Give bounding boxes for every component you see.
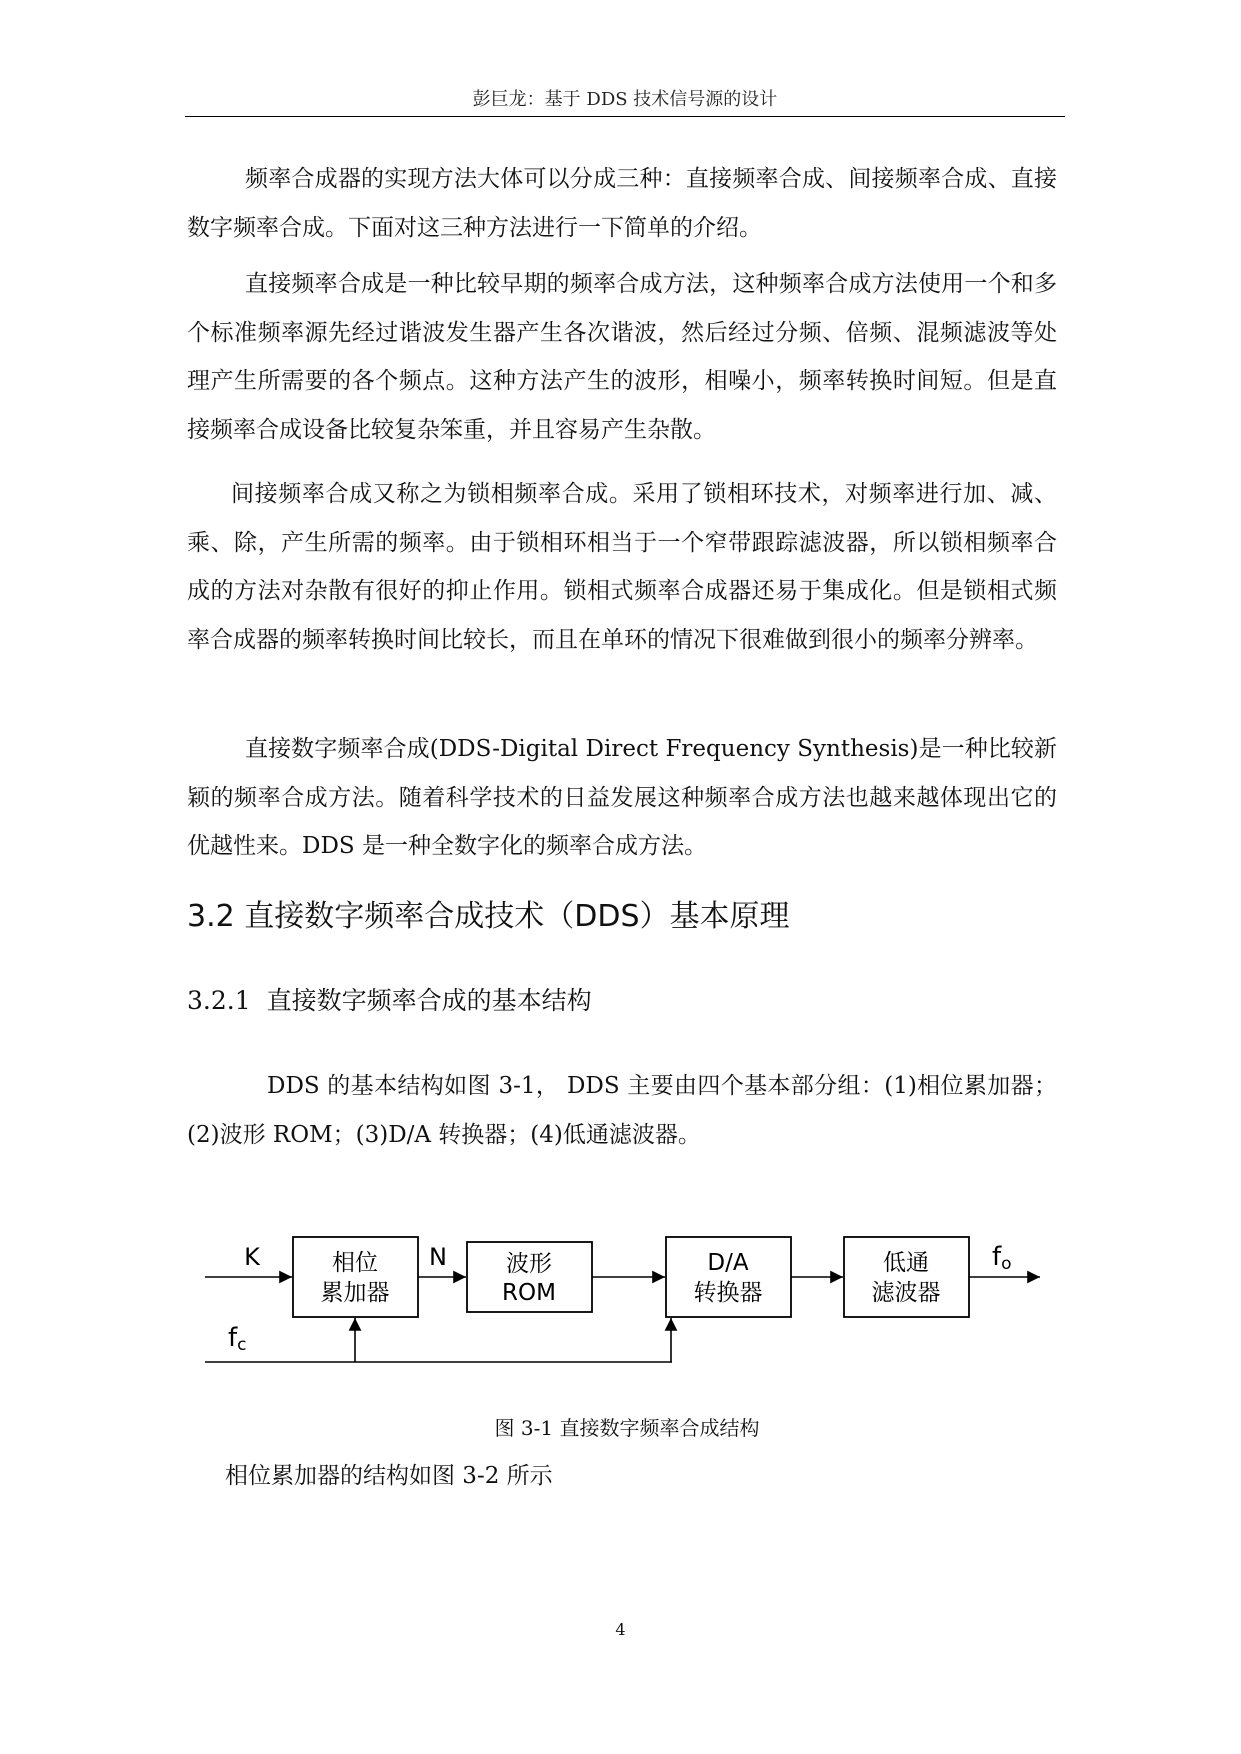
block-2-line-1: 波形 <box>506 1251 552 1277</box>
structure-intro: DDS 的基本结构如图 3-1， DDS 主要由四个基本部分组：(1)相位累加器；(2)波形 ROM；(3)D/A 转换器；(4)低通滤波器。 <box>187 1073 1057 1148</box>
output-label <box>992 1242 1012 1274</box>
subsection-title: 直接数字频率合成的基本结构 <box>266 986 592 1015</box>
page-number: 4 <box>615 1620 626 1639</box>
block-1-line-2: 累加器 <box>320 1280 390 1306</box>
paragraph-4: 直接数字频率合成(DDS-Digital Direct Frequency Synthesis)是一种比较新颖的频率合成方法。随着科学技术的日益发展这种频率合成方法也越来越体现出它的优越性来。DDS 是一种全数字化的频率合成方法。 <box>187 736 1057 859</box>
paragraph-1: 频率合成器的实现方法大体可以分成三种：直接频率合成、间接频率合成、直接数字频率合成。下面对这三种方法进行一下简单的介绍。 <box>187 166 1057 241</box>
running-header: 彭巨龙：基于 DDS 技术信号源的设计 <box>472 89 778 110</box>
dds-block-diagram <box>200 1220 1050 1400</box>
clock-label-sub: c <box>237 1335 247 1355</box>
block-4-line-1: 低通 <box>883 1250 929 1276</box>
subsection-heading <box>187 980 592 1022</box>
n-label: N <box>429 1243 447 1271</box>
output-label-sub: o <box>1001 1254 1012 1274</box>
subsection-number: 3.2.1 <box>187 986 251 1015</box>
clock-label-main: f <box>228 1323 238 1353</box>
block-1-line-1: 相位 <box>332 1250 378 1276</box>
figure-followup-text: 相位累加器的结构如图 3-2 所示 <box>225 1463 553 1489</box>
block-3-line-2: 转换器 <box>693 1280 763 1306</box>
section-heading: 3.2 直接数字频率合成技术（DDS）基本原理 <box>187 899 790 934</box>
block-2-line-2: ROM <box>502 1280 556 1306</box>
header-rule <box>185 116 1065 117</box>
input-label: K <box>244 1243 260 1271</box>
output-label-main: f <box>992 1242 1002 1272</box>
paragraph-3: 间接频率合成又称之为锁相频率合成。采用了锁相环技术，对频率进行加、减、乘、除，产生所需的频率。由于锁相环相当于一个窄带跟踪滤波器，所以锁相频率合成的方法对杂散有很好的抑止作用。锁相式频率合成器还易于集成化。但是锁相式频率合成器的频率转换时间比较长，而且在单环的情况下很难做到很小的频率分辨率。 <box>187 481 1057 653</box>
block-4-line-2: 滤波器 <box>871 1280 941 1306</box>
paragraph-2: 直接频率合成是一种比较早期的频率合成方法，这种频率合成方法使用一个和多个标准频率源先经过谐波发生器产生各次谐波，然后经过分频、倍频、混频滤波等处理产生所需要的各个频点。这种方法产生的波形，相噪小，频率转换时间短。但是直接频率合成设备比较复杂笨重，并且容易产生杂散。 <box>187 271 1057 443</box>
block-3-line-1: D/A <box>707 1250 749 1276</box>
figure-caption: 图 3-1 直接数字频率合成结构 <box>494 1416 760 1440</box>
clock-label <box>228 1323 247 1355</box>
